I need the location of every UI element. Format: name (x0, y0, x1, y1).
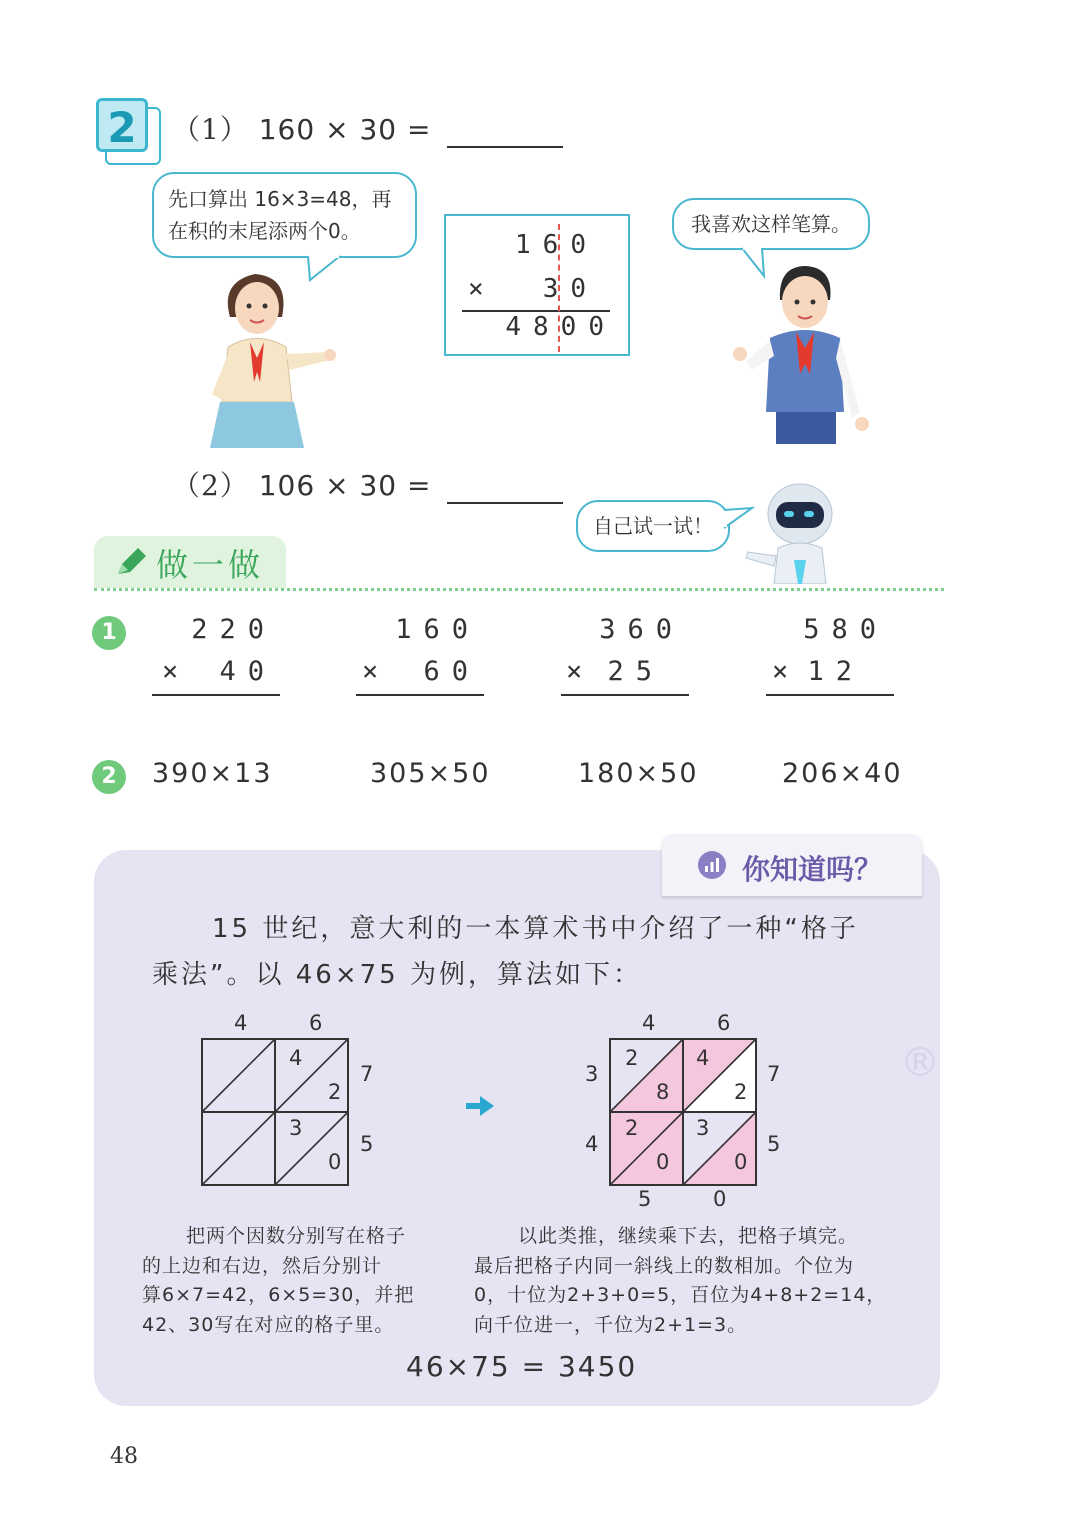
part2-label: （2） (172, 469, 249, 502)
part2-expression: 106 × 30 = (258, 469, 432, 502)
grid2-tl-bottom: 8 (656, 1080, 670, 1104)
caption1-line3: 算6×7=42，6×5=30，并把 (142, 1284, 415, 1306)
q1-item3-line (561, 694, 689, 696)
caption2-line4: 向千位进一，千位为2+1=3。 (474, 1313, 748, 1336)
grid2-bottom-label-1: 5 (638, 1187, 652, 1211)
q2-item1: 390×13 (152, 758, 273, 789)
girl-bubble-line2: 在积的末尾添两个0。 (168, 219, 361, 243)
robot-speech-bubble: 自己试一试！ (576, 500, 730, 552)
girl-speech-bubble (152, 172, 417, 258)
question-1-badge: 1 (92, 616, 126, 650)
grid2-top-label-2: 6 (717, 1011, 731, 1035)
caption1-line4: 42、30写在对应的格子里。 (142, 1313, 395, 1336)
q2-item4: 206×40 (782, 758, 903, 789)
caption2-line3: 0，十位为2+3+0=5，百位为4+8+2=14， (474, 1284, 887, 1306)
grid1-cell-a-top: 4 (289, 1046, 303, 1070)
intro-line1: 15 世纪，意大利的一本算术书中介绍了一种“格子 (212, 914, 859, 944)
q1-item3-top: 360 (599, 614, 684, 645)
q1-item4-top: 580 (803, 614, 888, 645)
grid2-top-label-1: 4 (642, 1011, 656, 1035)
q1-item1-sign: × (162, 656, 191, 687)
right-arrow-icon (466, 1096, 496, 1116)
example-number-badge: 2 (96, 98, 148, 152)
q1-item4-sign: × (772, 656, 801, 687)
do-it-title: 做一做 (156, 546, 265, 584)
grid1-right-label-2: 5 (360, 1132, 374, 1156)
q2-item3: 180×50 (578, 758, 699, 789)
calc-top-number: 160 (515, 230, 598, 260)
caption-step2 (474, 1222, 914, 1340)
q1-item2-line (356, 694, 484, 696)
q1-item1-line (152, 694, 280, 696)
example-part2 (172, 464, 563, 504)
do-it-divider (94, 588, 944, 591)
q2-item2: 305×50 (370, 758, 491, 789)
grid2-right-label-1: 7 (767, 1062, 781, 1086)
pencil-icon (114, 546, 148, 578)
part1-answer-blank (447, 120, 563, 148)
grid1-top-label-1: 4 (234, 1011, 248, 1035)
q1-item4-line (766, 694, 894, 696)
grid2-br-bottom: 0 (734, 1150, 748, 1174)
caption2-line2: 最后把格子内同一斜线上的数相加。个位为 (474, 1254, 855, 1277)
grid1-right-label-1: 7 (360, 1062, 374, 1086)
grid2-tr-bottom: 2 (734, 1080, 748, 1104)
registered-watermark: ® (900, 1040, 940, 1086)
q1-item1-bottom: 40 (219, 656, 276, 687)
boy-speech-bubble: 我喜欢这样笔算。 (672, 198, 870, 250)
intro-line2: 乘法”。以 46×75 为例，算法如下： (152, 960, 642, 990)
q1-item2-top: 160 (395, 614, 480, 645)
bar-chart-icon (698, 851, 726, 879)
page-number: 48 (110, 1444, 138, 1469)
calc-result: 4800 (505, 312, 616, 342)
example-vertical-calc (444, 214, 630, 356)
calc-zero-divider (558, 224, 560, 352)
caption2-line1: 以此类推，继续乘下去，把格子填完。 (518, 1225, 859, 1247)
q1-item2-sign: × (362, 656, 391, 687)
grid2-right-label-2: 5 (767, 1132, 781, 1156)
grid2-bl-bottom: 0 (656, 1150, 670, 1174)
caption-step1 (142, 1222, 442, 1340)
grid1-cell-b-bottom: 0 (328, 1150, 342, 1174)
grid2-tl-top: 2 (625, 1046, 639, 1070)
question-2-badge: 2 (92, 760, 126, 794)
girl-illustration (200, 262, 340, 452)
grid1-cell-b-top: 3 (289, 1116, 303, 1140)
caption1-line2: 的上边和右边，然后分别计 (142, 1254, 383, 1277)
part1-expression: 160 × 30 = (258, 113, 432, 146)
grid2-bottom-label-2: 0 (713, 1187, 727, 1211)
grid2-tr-top: 4 (696, 1046, 710, 1070)
grid2-left-label-2: 4 (585, 1132, 599, 1156)
grid1-top-label-2: 6 (309, 1011, 323, 1035)
robot-illustration (742, 478, 842, 584)
part2-answer-blank (447, 476, 563, 504)
grid2-br-top: 3 (696, 1116, 710, 1140)
q1-item2-bottom: 60 (423, 656, 480, 687)
calc-multiplier: 30 (542, 274, 598, 304)
girl-bubble-line1: 先口算出 16×3=48，再 (168, 187, 392, 211)
grid2-bl-top: 2 (625, 1116, 639, 1140)
lattice-result: 46×75 = 3450 (406, 1350, 638, 1383)
did-you-know-title: 你知道吗？ (742, 853, 883, 886)
example-part1 (172, 108, 563, 148)
q1-item4-bottom: 12 (807, 656, 864, 687)
calc-multiply-sign: × (468, 274, 496, 304)
caption1-line1: 把两个因数分别写在格子 (186, 1225, 407, 1247)
grid2-left-label-1: 3 (585, 1062, 599, 1086)
q1-item3-sign: × (566, 656, 595, 687)
q1-item3-bottom: 25 (607, 656, 664, 687)
grid1-cell-a-bottom: 2 (328, 1080, 342, 1104)
q1-item1-top: 220 (191, 614, 276, 645)
part1-label: （1） (172, 113, 249, 146)
boy-illustration (718, 262, 888, 450)
